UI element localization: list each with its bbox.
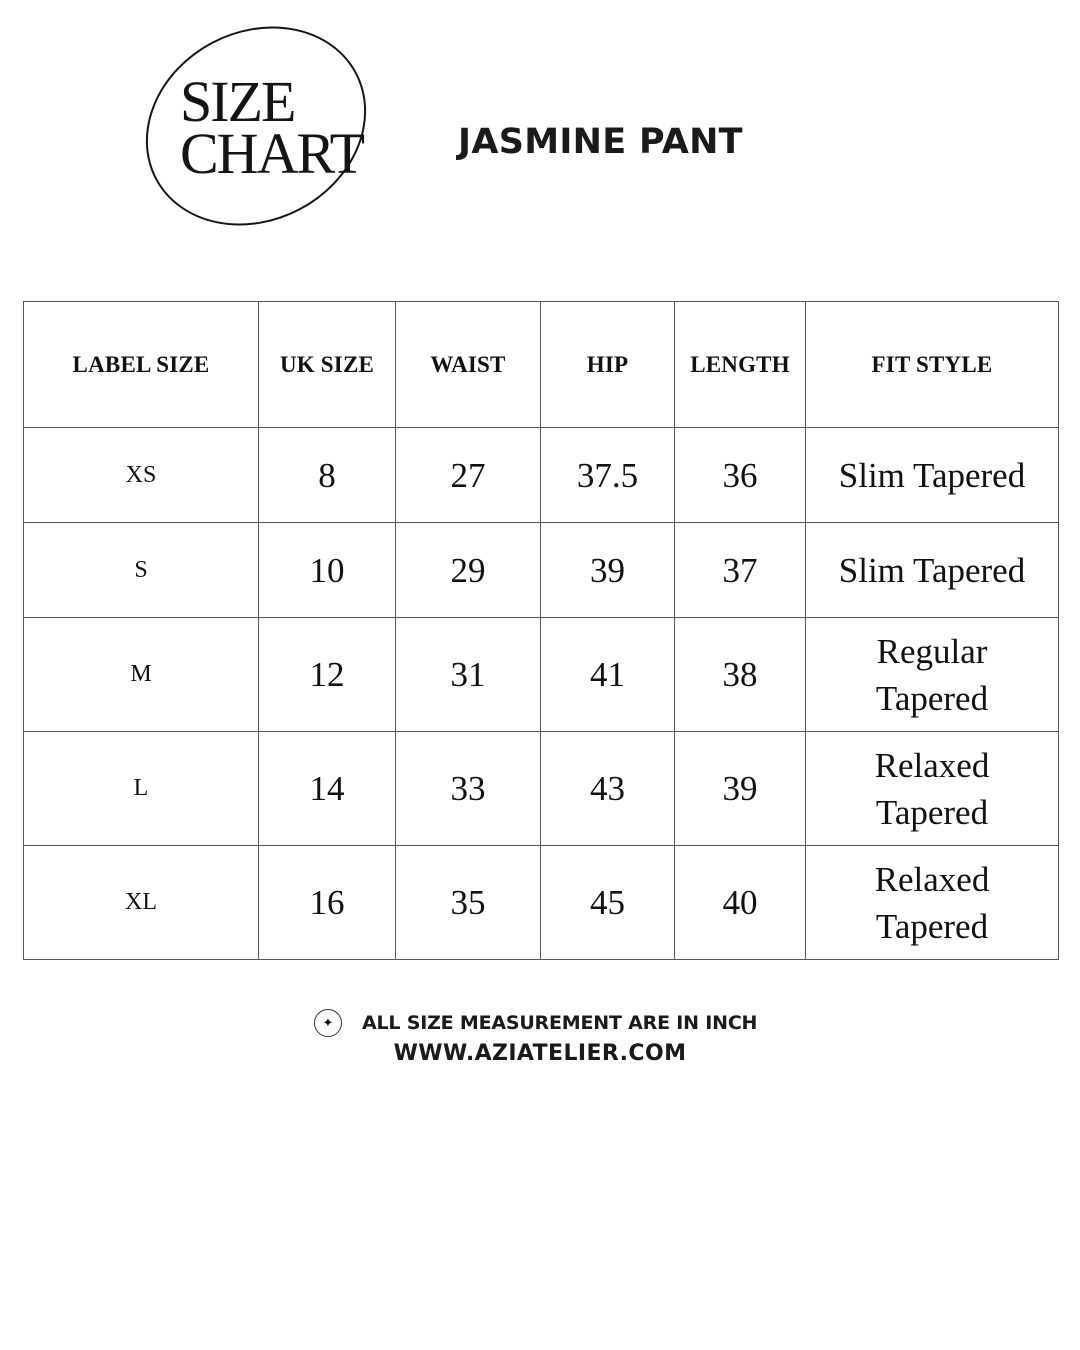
fit-style-text: Slim Tapered bbox=[838, 455, 1026, 495]
header-fit-style: FIT STYLE bbox=[806, 302, 1059, 428]
measurement-note bbox=[314, 1008, 757, 1038]
hip-cell: 41 bbox=[541, 618, 675, 732]
length-cell: 40 bbox=[675, 846, 806, 960]
length-cell: 38 bbox=[675, 618, 806, 732]
label-size-cell: S bbox=[24, 523, 259, 618]
size-chart-logo bbox=[138, 26, 378, 228]
waist-cell: 29 bbox=[396, 523, 541, 618]
uk-size-cell: 12 bbox=[259, 618, 396, 732]
logo-line-1: SIZE bbox=[180, 69, 295, 134]
fit-style-cell bbox=[806, 523, 1059, 618]
label-size-cell: L bbox=[24, 732, 259, 846]
header-length: LENGTH bbox=[675, 302, 806, 428]
label-size-cell: XS bbox=[24, 428, 259, 523]
fit-style-text: Regular Tapered bbox=[875, 631, 989, 718]
table-row bbox=[24, 732, 1059, 846]
header-label-size: LABEL SIZE bbox=[24, 302, 259, 428]
sparkle-icon: ✦ bbox=[314, 1009, 342, 1037]
length-cell: 37 bbox=[675, 523, 806, 618]
header-hip: HIP bbox=[541, 302, 675, 428]
length-cell: 36 bbox=[675, 428, 806, 523]
hip-cell: 39 bbox=[541, 523, 675, 618]
size-table bbox=[23, 301, 1059, 960]
table-row bbox=[24, 523, 1059, 618]
hip-cell: 43 bbox=[541, 732, 675, 846]
uk-size-cell: 14 bbox=[259, 732, 396, 846]
table-row bbox=[24, 428, 1059, 523]
fit-style-text: Slim Tapered bbox=[838, 550, 1026, 590]
logo-text bbox=[180, 69, 364, 186]
fit-style-cell bbox=[806, 428, 1059, 523]
product-title: JASMINE PANT bbox=[458, 122, 743, 162]
waist-cell: 27 bbox=[396, 428, 541, 523]
hip-cell: 37.5 bbox=[541, 428, 675, 523]
length-cell: 39 bbox=[675, 732, 806, 846]
header-uk-size: UK SIZE bbox=[259, 302, 396, 428]
fit-style-text: Relaxed Tapered bbox=[874, 859, 990, 946]
waist-cell: 31 bbox=[396, 618, 541, 732]
table-header-row bbox=[24, 302, 1059, 428]
fit-style-cell bbox=[806, 846, 1059, 960]
table-row bbox=[24, 618, 1059, 732]
fit-style-text: Relaxed Tapered bbox=[874, 745, 990, 832]
uk-size-cell: 10 bbox=[259, 523, 396, 618]
fit-style-cell bbox=[806, 618, 1059, 732]
logo-line-2: CHART bbox=[180, 121, 364, 186]
header-waist: WAIST bbox=[396, 302, 541, 428]
fit-style-cell bbox=[806, 732, 1059, 846]
label-size-cell: XL bbox=[24, 846, 259, 960]
measurement-note-text: ALL SIZE MEASUREMENT ARE IN INCH bbox=[362, 1012, 758, 1034]
waist-cell: 33 bbox=[396, 732, 541, 846]
table-row bbox=[24, 846, 1059, 960]
waist-cell: 35 bbox=[396, 846, 541, 960]
uk-size-cell: 8 bbox=[259, 428, 396, 523]
label-size-cell: M bbox=[24, 618, 259, 732]
website-link[interactable]: WWW.AZIATELIER.COM bbox=[393, 1041, 687, 1066]
uk-size-cell: 16 bbox=[259, 846, 396, 960]
hip-cell: 45 bbox=[541, 846, 675, 960]
